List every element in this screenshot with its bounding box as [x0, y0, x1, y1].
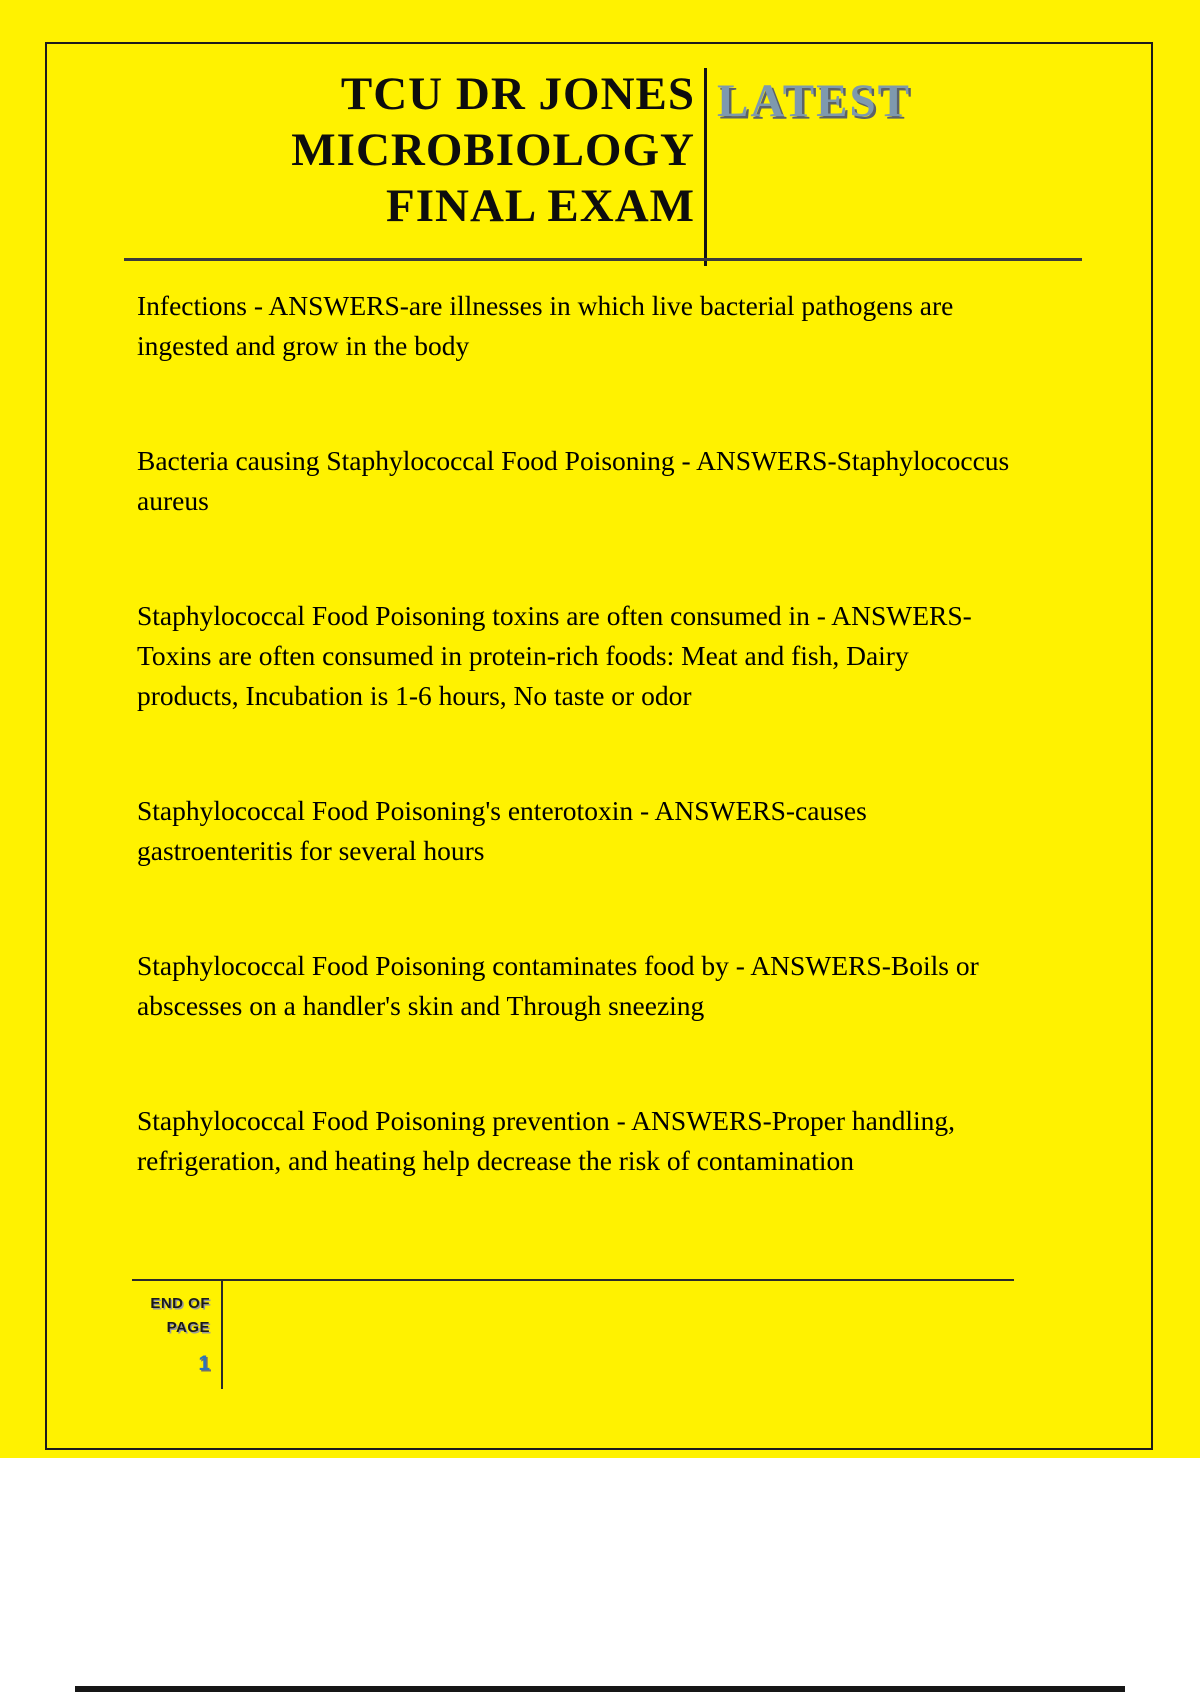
page-number: 1: [198, 1352, 210, 1375]
end-of-page-line-2: PAGE: [166, 1319, 210, 1336]
title-line-3: FINAL EXAM: [386, 180, 695, 232]
end-of-page-label: [97, 1292, 210, 1340]
qa-paragraph: Staphylococcal Food Poisoning prevention - ANSWERS-Proper handling, refrigeration, and heating help decrease the risk of contamination: [137, 1105, 956, 1176]
document-title: [47, 66, 695, 234]
end-of-page-line-1: END OF: [150, 1295, 210, 1312]
footer-horizontal-rule: [132, 1279, 1014, 1281]
qa-paragraph: Infections - ANSWERS-are illnesses in which live bacterial pathogens are ingested and grow in the body: [137, 290, 954, 361]
title-line-1: TCU DR JONES: [340, 68, 695, 120]
next-page-top-edge: [75, 1686, 1125, 1692]
latest-badge: LATEST: [717, 75, 911, 127]
title-line-2: MICROBIOLOGY: [291, 124, 695, 176]
qa-paragraph: Bacteria causing Staphylococcal Food Poisoning - ANSWERS-Staphylococcus aureus: [137, 445, 1010, 516]
qa-paragraph: Staphylococcal Food Poisoning's enterotoxin - ANSWERS-causes gastroenteritis for several hours: [137, 795, 867, 866]
document-body: [137, 286, 1015, 1256]
qa-paragraph: Staphylococcal Food Poisoning contaminates food by - ANSWERS-Boils or abscesses on a handler's skin and Through sneezing: [137, 950, 979, 1021]
footer-vertical-divider: [221, 1279, 223, 1389]
page-border-frame: [45, 42, 1153, 1450]
header-horizontal-rule: [124, 258, 1082, 261]
qa-paragraph: Staphylococcal Food Poisoning toxins are often consumed in - ANSWERS-Toxins are often consumed in protein-rich foods: Meat and fish, Dairy products, Incubation is 1-6 hours, No taste or odor: [137, 600, 972, 711]
header-vertical-divider: [704, 68, 707, 266]
